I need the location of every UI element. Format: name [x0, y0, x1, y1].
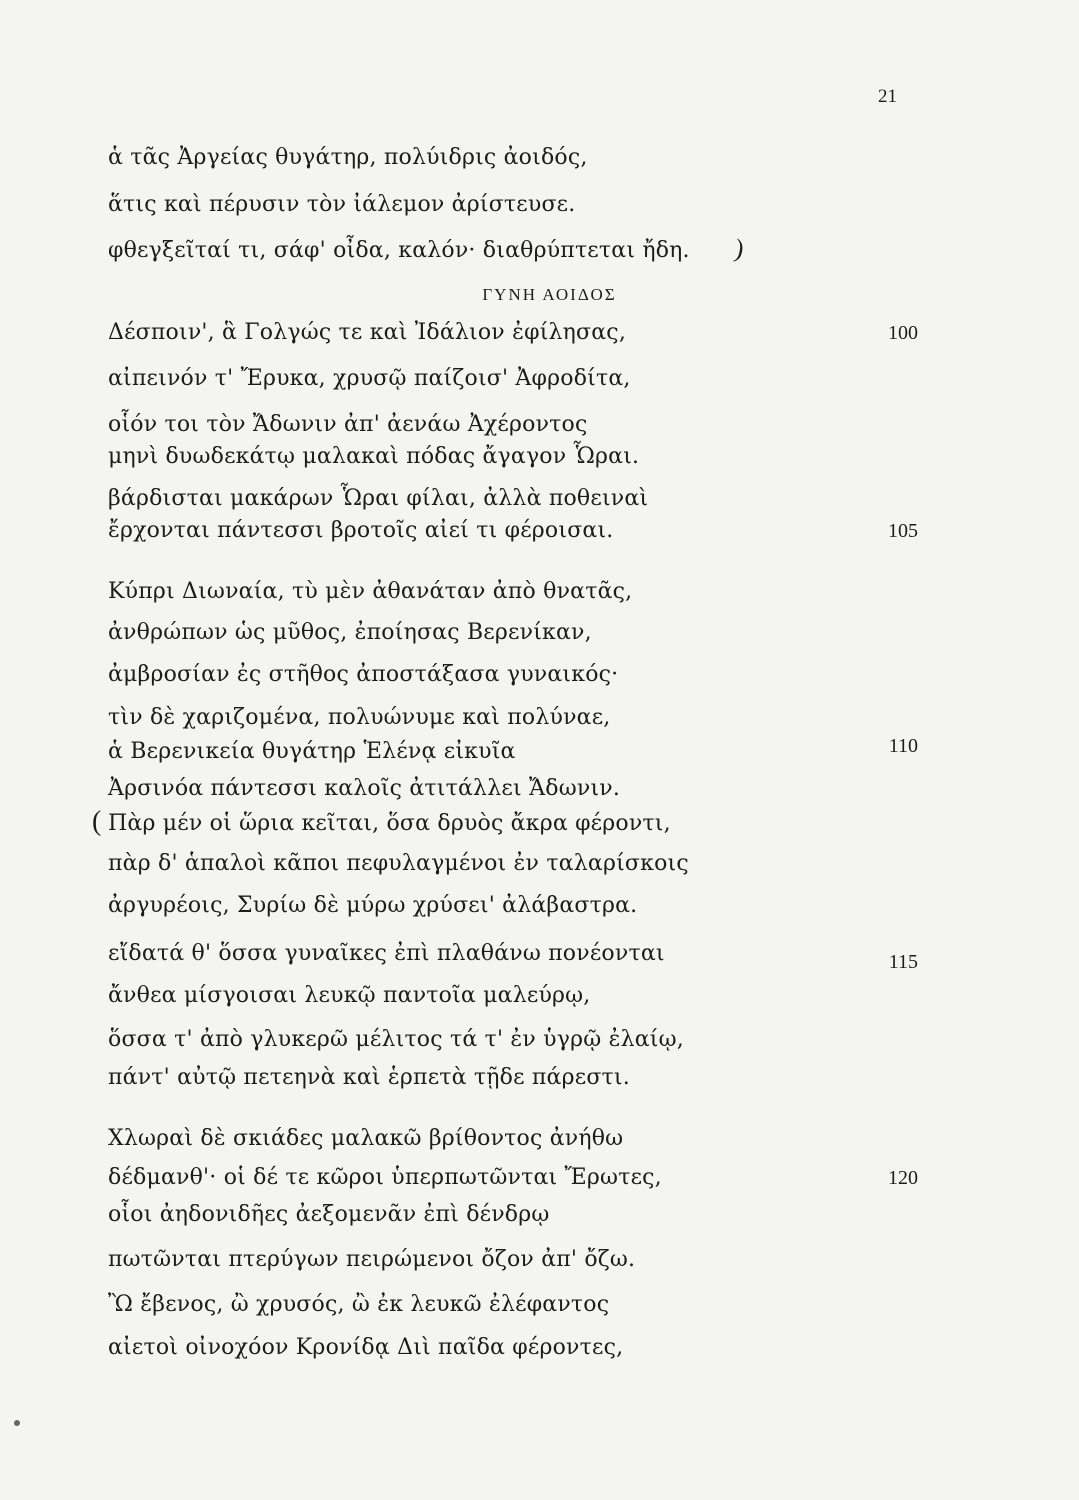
- ink-speck: [14, 1420, 20, 1426]
- verse-line: πωτῶνται πτερύγων πειρώμενοι ὄζον ἀπ' ὄζω.: [108, 1247, 636, 1272]
- verse-line: Χλωραὶ δὲ σκιάδες μαλακῶ βρίθοντος ἀνήθω: [108, 1126, 624, 1151]
- verse-line: ἁ τᾶς Ἀργείας θυγάτηρ, πολύιδρις ἀοιδός,: [108, 145, 588, 170]
- verse-line: εἴδατά θ' ὅσσα γυναῖκες ἐπὶ πλαθάνω πονέονται: [108, 941, 665, 966]
- page-number: 21: [878, 86, 897, 107]
- verse-line: οἷοι ἀηδονιδῆες ἀεξομενᾶν ἐπὶ δένδρῳ: [108, 1202, 550, 1227]
- line-number: 105: [888, 520, 918, 542]
- verse-line: Ὢ ἔβενος, ὢ χρυσός, ὢ ἐκ λευκῶ ἐλέφαντος: [108, 1292, 610, 1317]
- verse-line: Δέσποιν', ἃ Γολγώς τε καὶ Ἰδάλιον ἐφίλησας,: [108, 320, 627, 345]
- verse-line: ἀργυρέοις, Συρίω δὲ μύρω χρύσει' ἀλάβαστρα.: [108, 893, 638, 918]
- section-heading: ΓΥΝΗ ΑΟΙΔΟΣ: [482, 285, 617, 304]
- verse-line: αἰπεινόν τ' Ἔρυκα, χρυσῷ παίζοισ' Ἀφροδίτα,: [108, 366, 631, 391]
- verse-line: ἄνθεα μίσγοισαι λευκῷ παντοῖα μαλεύρῳ,: [108, 983, 591, 1008]
- pencil-mark: ): [732, 233, 747, 264]
- verse-line: τὶν δὲ χαριζομένα, πολυώνυμε καὶ πολύναε,: [108, 705, 611, 730]
- verse-line: βάρδισται μακάρων Ὧραι φίλαι, ἀλλὰ ποθειναὶ: [108, 486, 649, 511]
- verse-line: αἰετοὶ οἰνοχόον Κρονίδᾳ Διὶ παῖδα φέροντες,: [108, 1335, 624, 1360]
- verse-line: πὰρ δ' ἁπαλοὶ κᾶποι πεφυλαγμένοι ἐν ταλαρίσκοις: [108, 851, 689, 876]
- verse-line: ἀνθρώπων ὡς μῦθος, ἐποίησας Βερενίκαν,: [108, 620, 592, 645]
- line-number: 110: [888, 735, 918, 757]
- verse-line: ἀμβροσίαν ἐς στῆθος ἀποστάξασα γυναικός·: [108, 662, 619, 687]
- verse-line: ἔρχονται πάντεσσι βροτοῖς αἰεί τι φέροισαι.: [108, 518, 614, 543]
- verse-line: Πὰρ μέν οἱ ὥρια κεῖται, ὅσα δρυὸς ἄκρα φέροντι,: [108, 811, 671, 836]
- verse-line: δέδμανθ'· οἱ δέ τε κῶροι ὑπερπωτῶνται Ἔρωτες,: [108, 1165, 662, 1190]
- verse-line: ἅτις καὶ πέρυσιν τὸν ἰάλεμον ἀρίστευσε.: [108, 192, 576, 217]
- verse-line: ἁ Βερενικεία θυγάτηρ Ἑλένᾳ εἰκυῖα: [108, 739, 516, 764]
- verse-line: Κύπρι Διωναία, τὺ μὲν ἀθανάταν ἀπὸ θνατᾶς,: [108, 579, 633, 604]
- verse-line: μηνὶ δυωδεκάτῳ μαλακαὶ πόδας ἄγαγον Ὧραι.: [108, 444, 640, 469]
- line-number: 100: [888, 322, 918, 344]
- verse-line: φθεγξεῖταί τι, σάφ' οἶδα, καλόν· διαθρύπτεται ἤδη.: [108, 238, 690, 263]
- line-number: 120: [888, 1167, 918, 1189]
- margin-bracket: (: [92, 806, 102, 837]
- line-number: 115: [888, 951, 918, 973]
- verse-line: Ἀρσινόα πάντεσσι καλοῖς ἀτιτάλλει Ἄδωνιν.: [108, 776, 621, 801]
- verse-line: ὅσσα τ' ἀπὸ γλυκερῶ μέλιτος τά τ' ἐν ὑγρῷ ἐλαίῳ,: [108, 1027, 684, 1052]
- verse-line: οἷόν τοι τὸν Ἄδωνιν ἀπ' ἀενάω Ἀχέροντος: [108, 412, 588, 437]
- verse-line: πάντ' αὐτῷ πετεηνὰ καὶ ἑρπετὰ τῇδε πάρεστι.: [108, 1065, 630, 1090]
